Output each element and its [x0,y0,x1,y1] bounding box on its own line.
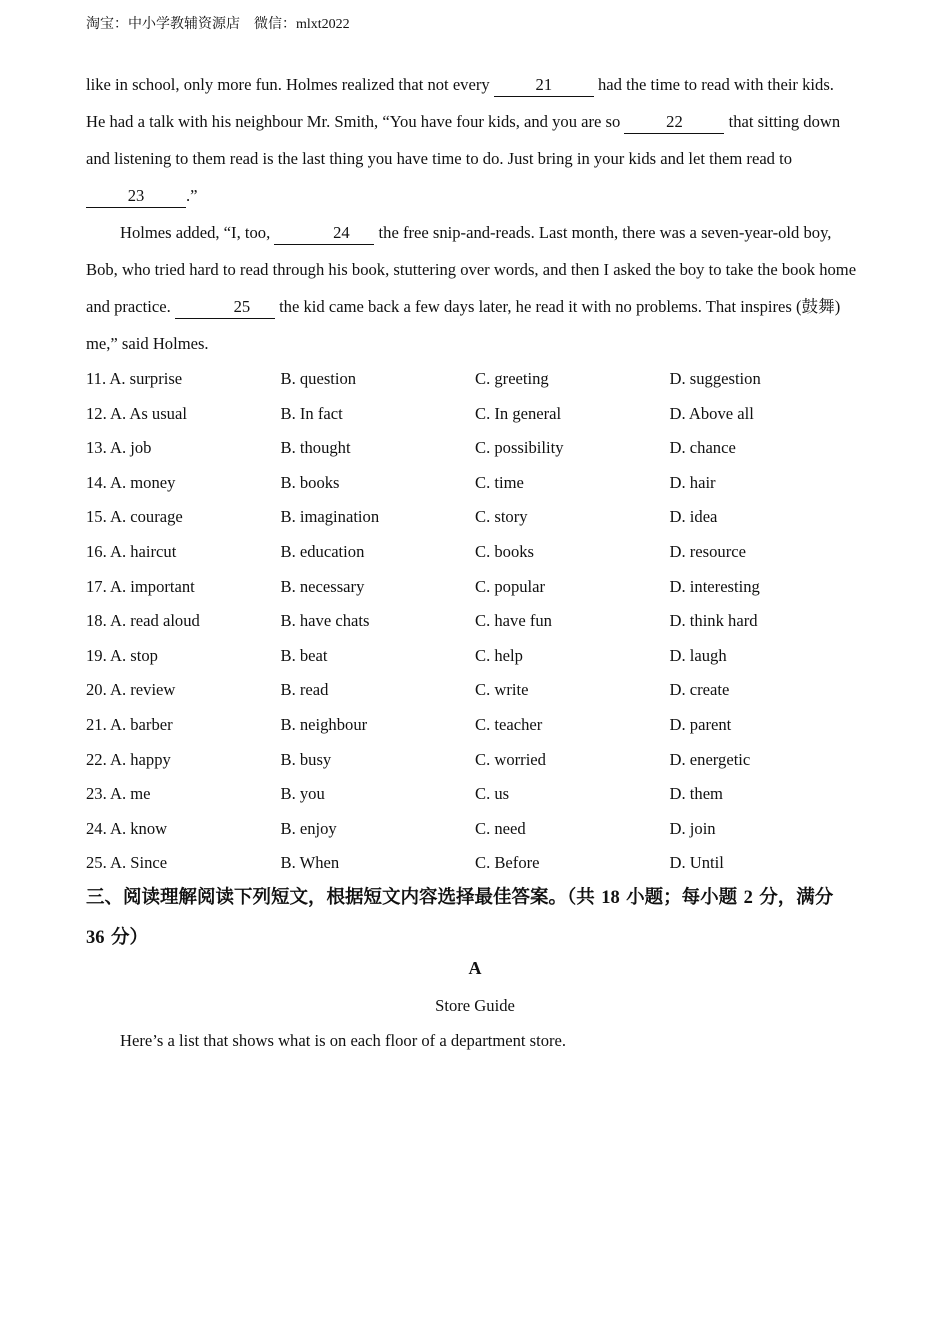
option-row [86,397,866,432]
blank-25: 25 [175,296,275,319]
option-b: B. books [280,472,340,492]
option-b: B. necessary [280,576,365,596]
option-row [86,743,866,778]
option-b: B. read [280,680,329,700]
option-a: 16. A. haircut [86,541,177,561]
option-a: 18. A. read aloud [86,611,200,631]
option-a: 13. A. job [86,438,152,458]
option-a: 23. A. me [86,784,151,804]
heading-segment: 分，满分 [752,887,834,908]
option-d: D. idea [669,507,718,527]
option-c: C. possibility [475,438,564,458]
option-row [86,846,866,881]
heading-segment: 分） [104,927,148,948]
option-b: B. busy [280,749,332,769]
option-d: D. Above all [669,403,754,423]
option-d: D. parent [669,714,732,734]
option-d: D. laugh [669,645,727,665]
option-row [86,708,866,743]
text-segment: Holmes added, “I, too, [120,223,275,242]
option-row [86,535,866,570]
option-row [86,466,866,501]
option-a: 12. A. As usual [86,403,187,423]
option-c: C. In general [475,403,562,423]
heading-segment: 小题；每小题 [619,887,744,908]
option-b: B. When [280,853,340,873]
text-segment: the free snip-and-reads. Last month, there was a seven-year-old boy, Bob, who tried hard to read through his book, stuttering over words, and then I asked the boy to take the book home and practice. [86,223,857,316]
option-b: B. education [280,541,365,561]
option-a: 15. A. courage [86,507,183,527]
option-c: C. Before [475,853,540,873]
option-a: 20. A. review [86,680,176,700]
option-row [86,431,866,466]
blank-23: 23 [86,185,186,208]
option-c: C. teacher [475,714,543,734]
option-b: B. question [280,369,357,388]
option-c: C. popular [475,576,546,596]
text-segment: the kid came back a few days later, he read it with no problems. That inspires (鼓舞) me,” said Holmes. [86,297,841,353]
passage-intro: Here’s a list that shows what is on each floor of a department store. [120,1031,567,1050]
part-title: A [468,958,482,978]
option-d: D. energetic [669,749,751,769]
points-each: 2 [743,888,753,908]
option-b: B. have chats [280,611,370,631]
option-row [86,500,866,535]
text-segment: and listening to them read is the last thing you have time to do. Just bring in your kids and let them read to [86,149,793,168]
option-a: 19. A. stop [86,645,158,665]
option-row [86,639,866,674]
option-d: D. hair [669,472,716,492]
blank-22: 22 [624,111,724,134]
option-a: 25. A. Since [86,853,168,873]
option-b: B. you [280,784,325,804]
option-c: C. greeting [475,369,549,388]
option-row [86,777,866,812]
option-c: C. write [475,680,529,700]
blank-24: 24 [274,222,374,245]
option-d: D. suggestion [669,369,761,388]
option-row [86,362,866,397]
option-c: C. story [475,507,528,527]
option-c: C. books [475,541,535,561]
option-d: D. think hard [669,611,758,631]
passage-title: Store Guide [435,996,515,1015]
option-d: D. interesting [669,576,760,596]
option-row [86,812,866,847]
paragraph-1 [86,66,866,214]
option-b: B. imagination [280,507,380,527]
page-header: 淘宝：中小学教辅资源店 微信：mlxt2022 [86,17,350,32]
heading-segment: 三、阅读理解阅读下列短文，根据短文内容选择最佳答案。（共 [86,887,602,908]
option-a: 21. A. barber [86,714,173,734]
option-c: C. have fun [475,611,552,631]
option-a: 22. A. happy [86,749,171,769]
option-a: 11. A. surprise [86,369,183,388]
text-segment: .” [186,186,198,205]
option-row [86,673,866,708]
paragraph-2 [86,214,866,362]
option-d: D. join [669,818,716,838]
blank-21: 21 [494,74,594,97]
option-b: B. thought [280,438,351,458]
option-a: 24. A. know [86,818,168,838]
option-c: C. worried [475,749,546,769]
option-c: C. need [475,818,526,838]
text-segment: He had a talk with his neighbour Mr. Smith, “You have four kids, and you are so [86,112,625,131]
option-b: B. In fact [280,403,343,423]
option-b: B. enjoy [280,818,337,838]
options-list [86,362,866,881]
option-a: 17. A. important [86,576,195,596]
option-c: C. time [475,472,524,492]
option-a: 14. A. money [86,472,176,492]
option-row [86,570,866,605]
option-d: D. chance [669,438,736,458]
option-row [86,604,866,639]
section-heading [86,878,870,958]
option-b: B. beat [280,645,328,665]
cloze-passage [86,66,866,362]
text-segment: had the time to read with their kids. [593,75,834,94]
option-c: C. us [475,784,510,804]
option-b: B. neighbour [280,714,368,734]
option-d: D. Until [669,853,724,873]
text-segment: like in school, only more fun. Holmes realized that not every [86,75,494,94]
option-c: C. help [475,645,523,665]
total-points: 36 [86,928,105,948]
option-d: D. create [669,680,730,700]
question-count: 18 [601,888,620,908]
option-d: D. them [669,784,723,804]
option-d: D. resource [669,541,746,561]
text-segment: that sitting down [724,112,841,131]
